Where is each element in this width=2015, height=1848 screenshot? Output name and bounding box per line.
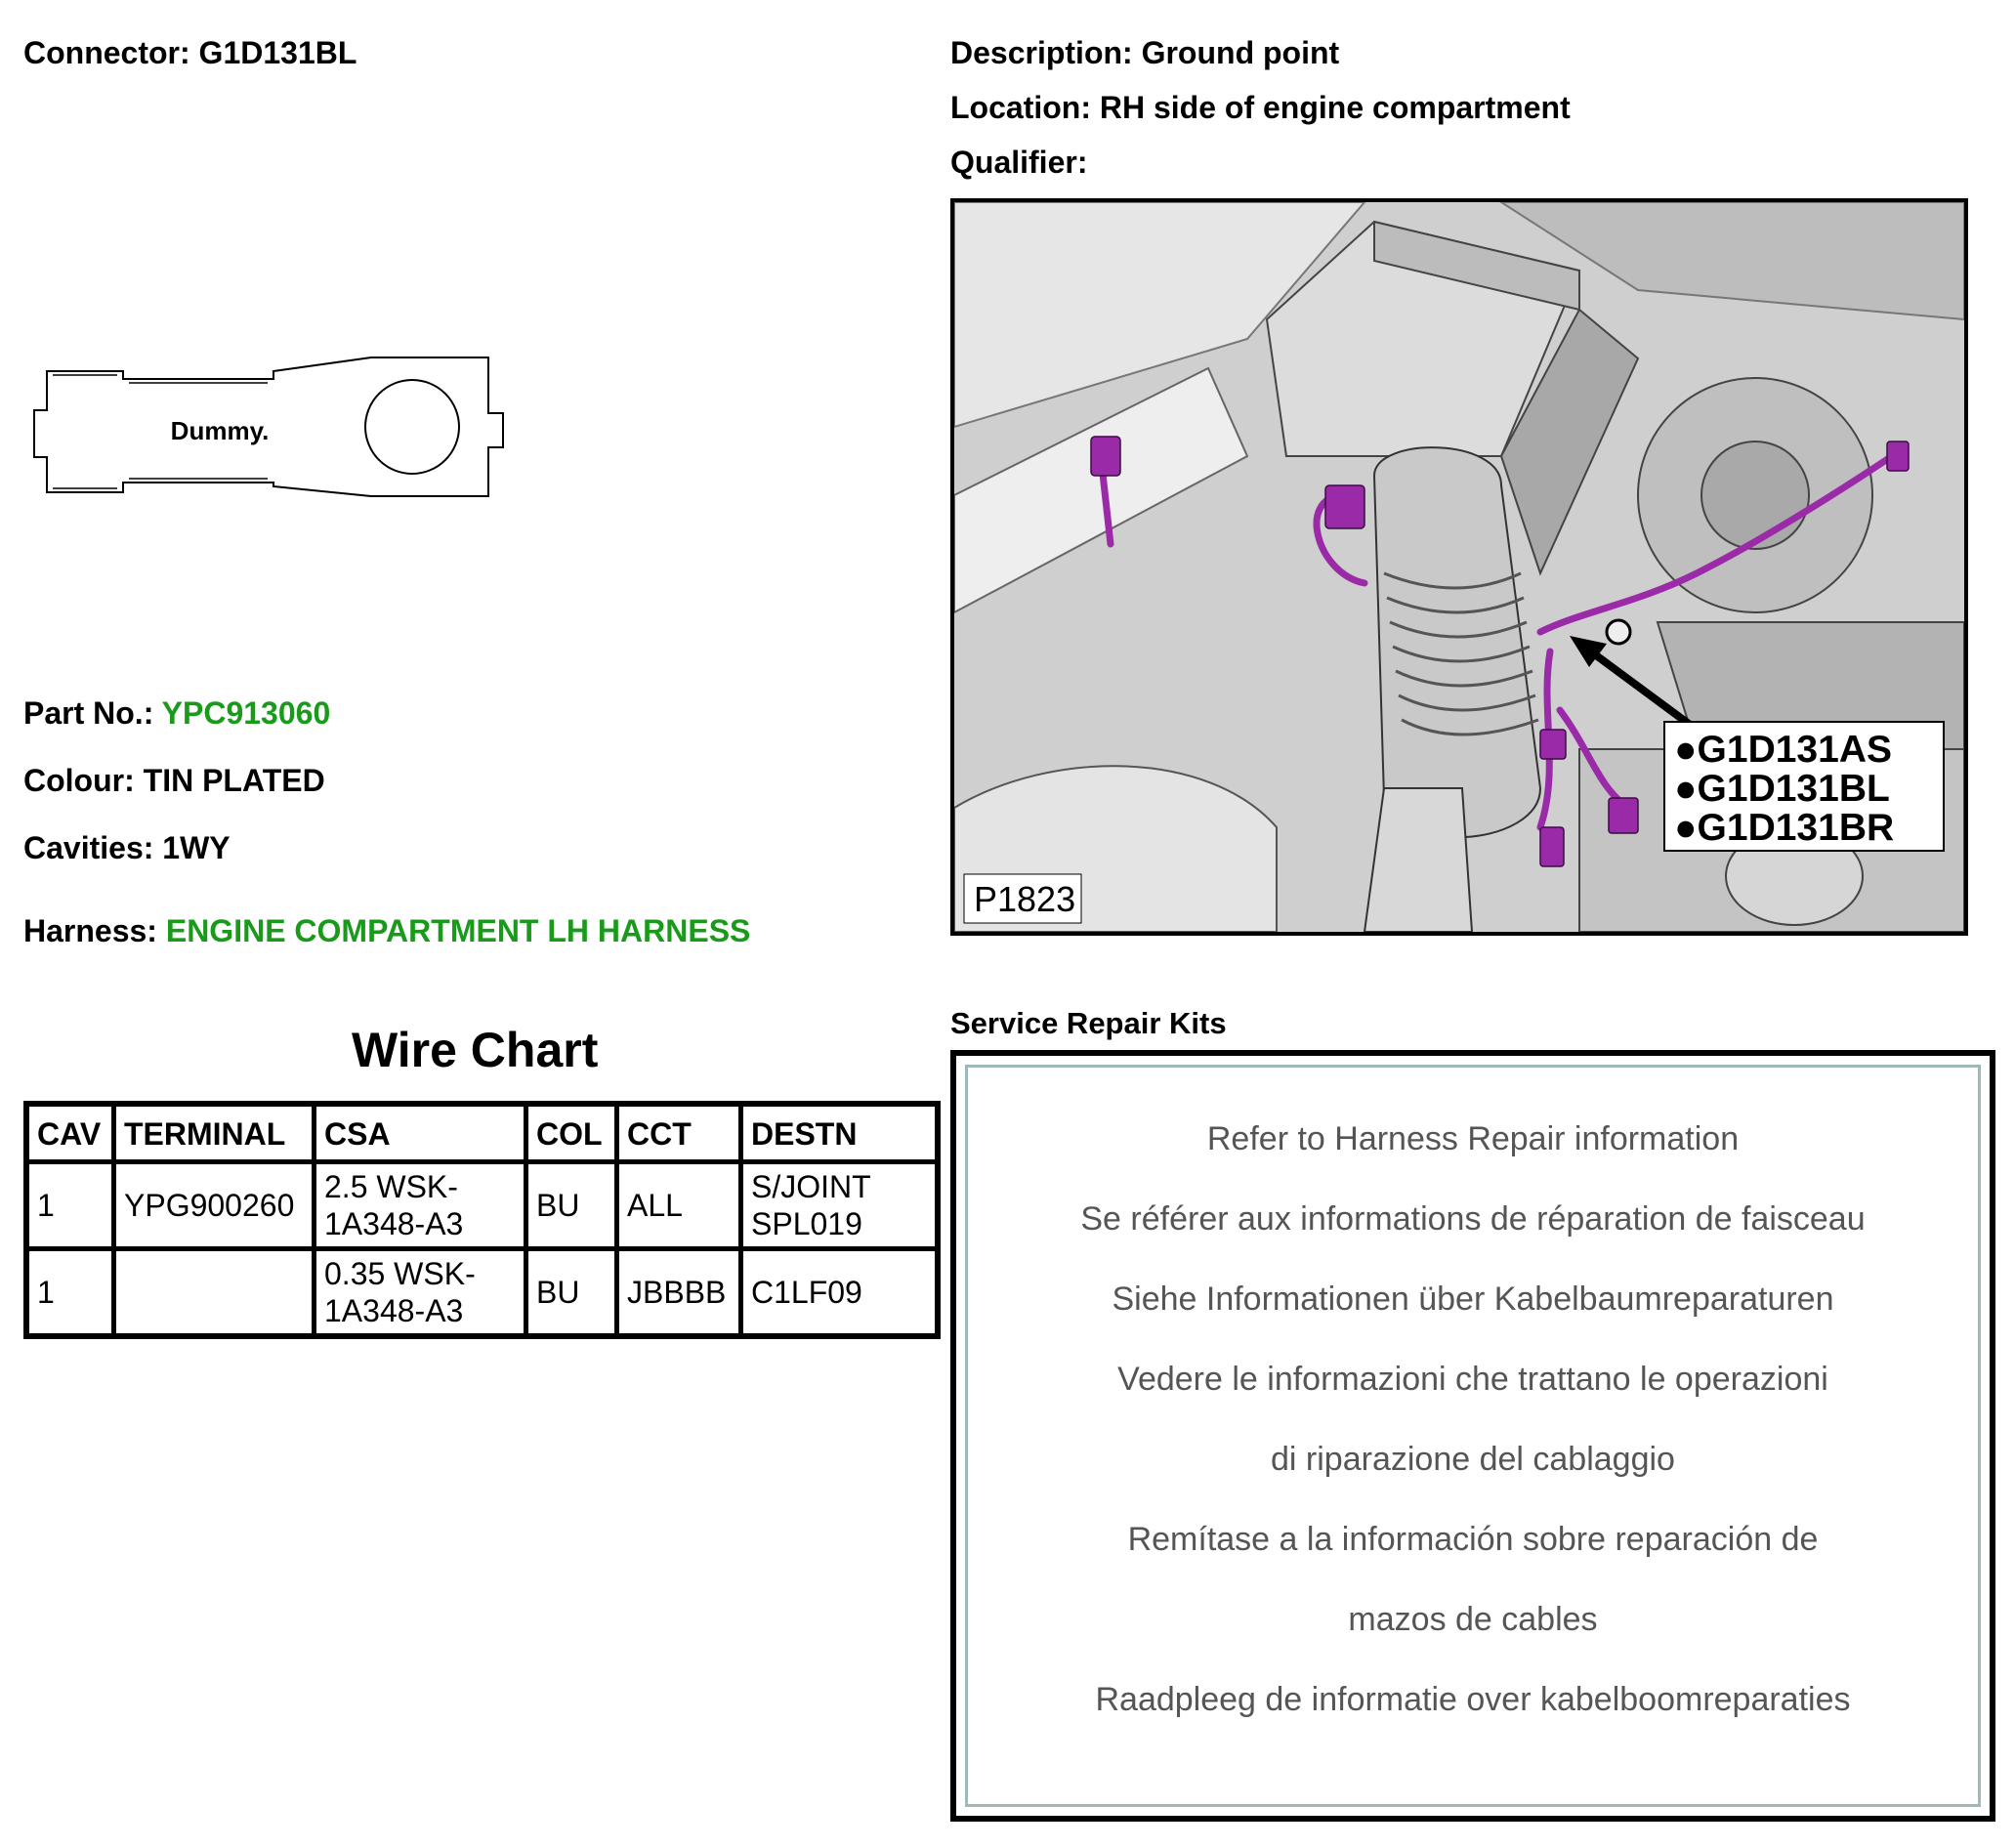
kit-line-5: di riparazione del cablaggio [1271,1441,1675,1478]
harness-line [23,913,750,949]
destn-line-1: S/JOINT [751,1169,871,1204]
connector-label: Connector: [23,35,190,70]
kit-line-1: Refer to Harness Repair information [1206,1120,1740,1157]
cavities-line [23,830,231,866]
cell-col: BU [526,1249,617,1337]
location-value: RH side of engine compartment [1099,90,1571,125]
table-row [26,1249,938,1337]
csa-line-2: 1A348-A3 [324,1206,464,1241]
qualifier-label: Qualifier: [950,145,1088,180]
cell-terminal [114,1249,315,1337]
destn-line-2: SPL019 [751,1206,862,1241]
kit-line-6: Remítase a la información sobre reparación de [1127,1521,1819,1558]
cell-cct: ALL [617,1162,741,1249]
callout-g1d131br: ●G1D131BR [1674,807,1895,849]
figure-id: P1823 [974,879,1076,919]
wire-chart-title: Wire Chart [352,1023,599,1077]
description-label: Description: [950,35,1133,70]
csa-line-1: 0.35 WSK- [324,1256,476,1291]
colour-line [23,763,325,799]
cavities-value: 1WY [162,830,231,865]
harness-label: Harness: [23,913,157,948]
kit-line-8: Raadpleeg de informatie over kabelboomreparaties [1095,1681,1851,1718]
callout-g1d131as: ●G1D131AS [1674,729,1892,771]
location-line [950,90,1571,126]
cell-csa [315,1162,526,1249]
kit-line-7: mazos de cables [1348,1601,1598,1638]
part-no-link[interactable]: YPC913060 [161,695,331,731]
cell-csa [315,1249,526,1337]
cell-destn [741,1249,939,1337]
location-label: Location: [950,90,1091,125]
ring-hole [365,380,459,474]
col-header-terminal: TERMINAL [114,1104,315,1162]
service-repair-kits-title: Service Repair Kits [950,1006,1227,1040]
connector-line [23,35,357,71]
csa-line-1: 2.5 WSK- [324,1169,458,1204]
csa-line-2: 1A348-A3 [324,1293,464,1328]
harness-link[interactable]: ENGINE COMPARTMENT LH HARNESS [165,913,751,948]
colour-value: TIN PLATED [143,763,325,798]
ring-terminal-drawing [29,350,518,506]
cell-col: BU [526,1162,617,1249]
terminal-dummy-label: Dummy. [170,416,270,445]
kit-line-2: Se référer aux informations de réparation de faisceau [1080,1200,1866,1238]
table-row [26,1162,938,1249]
destn-line-1: C1LF09 [751,1275,862,1310]
cell-terminal: YPG900260 [114,1162,315,1249]
col-header-csa: CSA [315,1104,526,1162]
engine-compartment-photo [950,198,1968,936]
qualifier-line [950,145,1087,181]
kit-line-4: Vedere le informazioni che trattano le operazioni [1117,1361,1828,1398]
cell-cav: 1 [26,1162,114,1249]
service-repair-kits-inner [965,1065,1981,1807]
cell-destn [741,1162,939,1249]
wire-chart-header-row [26,1104,938,1162]
cavities-label: Cavities: [23,830,154,865]
colour-label: Colour: [23,763,135,798]
cell-cav: 1 [26,1249,114,1337]
description-line [950,35,1339,71]
col-header-destn: DESTN [741,1104,939,1162]
wire-chart-table [23,1101,941,1339]
description-value: Ground point [1141,35,1340,70]
connector-id: G1D131BL [198,35,357,70]
col-header-col: COL [526,1104,617,1162]
part-no-label: Part No.: [23,695,154,731]
col-header-cav: CAV [26,1104,114,1162]
part-no-line [23,695,330,732]
col-header-cct: CCT [617,1104,741,1162]
engine-illustration [954,202,1964,932]
callout-g1d131bl: ●G1D131BL [1674,768,1890,810]
cell-cct: JBBBB [617,1249,741,1337]
service-repair-kits-box [950,1050,1995,1822]
kit-line-3: Siehe Informationen über Kabelbaumreparaturen [1112,1281,1834,1318]
